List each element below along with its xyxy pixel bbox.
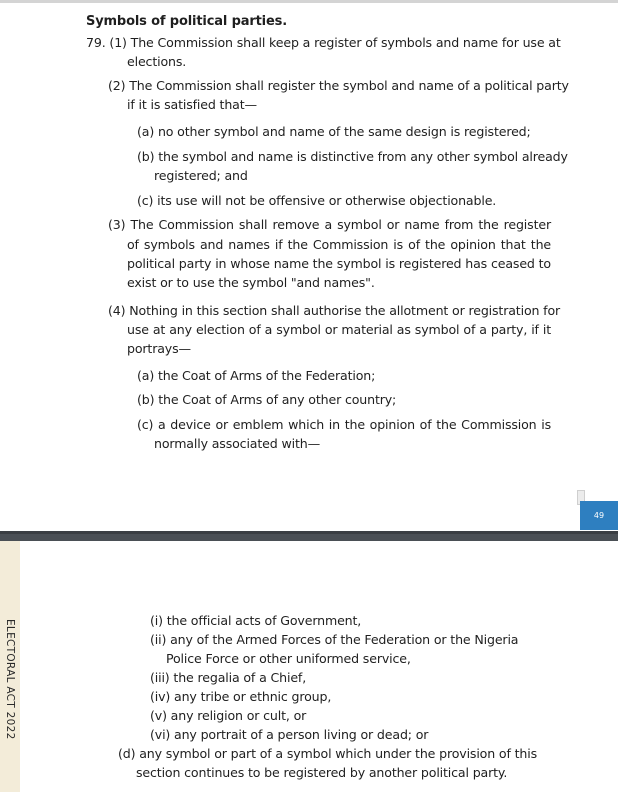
subsection-4-c-line2: normally associated with— [154, 436, 321, 451]
subsection-2-a: (a) no other symbol and name of the same design is registered; [137, 124, 531, 139]
subsection-3-line2: of symbols and names if the Commission is of the opinion that the [127, 237, 551, 252]
subsection-4-line1: (4) Nothing in this section shall authorise the allotment or registration for [108, 303, 561, 318]
subsection-4-c-line1: (c) a device or emblem which in the opinion of the Commission is [137, 417, 551, 432]
subsection-4-line2: use at any election of a symbol or material as symbol of a party, if it [127, 322, 551, 337]
item-ii-line1: (ii) any of the Armed Forces of the Federation or the Nigeria [150, 632, 519, 647]
subsection-2-b-line1: (b) the symbol and name is distinctive from any other symbol already [137, 149, 568, 164]
item-iv: (iv) any tribe or ethnic group, [150, 689, 332, 704]
subsection-4-line3: portrays— [127, 341, 191, 356]
running-header-vertical: ELECTORAL ACT 2022 [4, 619, 16, 740]
section-79-1-line2: elections. [127, 54, 187, 69]
subsection-3-line4: exist or to use the symbol "and names". [127, 275, 375, 290]
subsection-4-a: (a) the Coat of Arms of the Federation; [137, 368, 376, 383]
subsection-2-line1: (2) The Commission shall register the symbol and name of a political party [108, 78, 569, 93]
subsection-2-line2: if it is satisfied that— [127, 97, 257, 112]
subsection-3-line3: political party in whose name the symbol is registered has ceased to [127, 256, 551, 271]
item-d-line2: section continues to be registered by another political party. [136, 765, 508, 780]
item-v: (v) any religion or cult, or [150, 708, 307, 723]
subsection-2-b-line2: registered; and [154, 168, 248, 183]
subsection-3-line1: (3) The Commission shall remove a symbol or name from the register [108, 217, 551, 232]
subsection-4-b: (b) the Coat of Arms of any other country; [137, 392, 397, 407]
subsection-2-c: (c) its use will not be offensive or otherwise objectionable. [137, 193, 497, 208]
item-i: (i) the official acts of Government, [150, 613, 362, 628]
item-iii: (iii) the regalia of a Chief, [150, 670, 307, 685]
item-vi: (vi) any portrait of a person living or dead; or [150, 727, 429, 742]
item-d-line1: (d) any symbol or part of a symbol which under the provision of this [118, 746, 537, 761]
section-heading: Symbols of political parties. [86, 14, 288, 29]
item-ii-line2: Police Force or other uniformed service, [166, 651, 411, 666]
page-number-badge: 49 [580, 501, 618, 530]
section-79-1-line1: 79. (1) The Commission shall keep a register of symbols and name for use at [86, 35, 561, 50]
page-gap [0, 531, 618, 541]
